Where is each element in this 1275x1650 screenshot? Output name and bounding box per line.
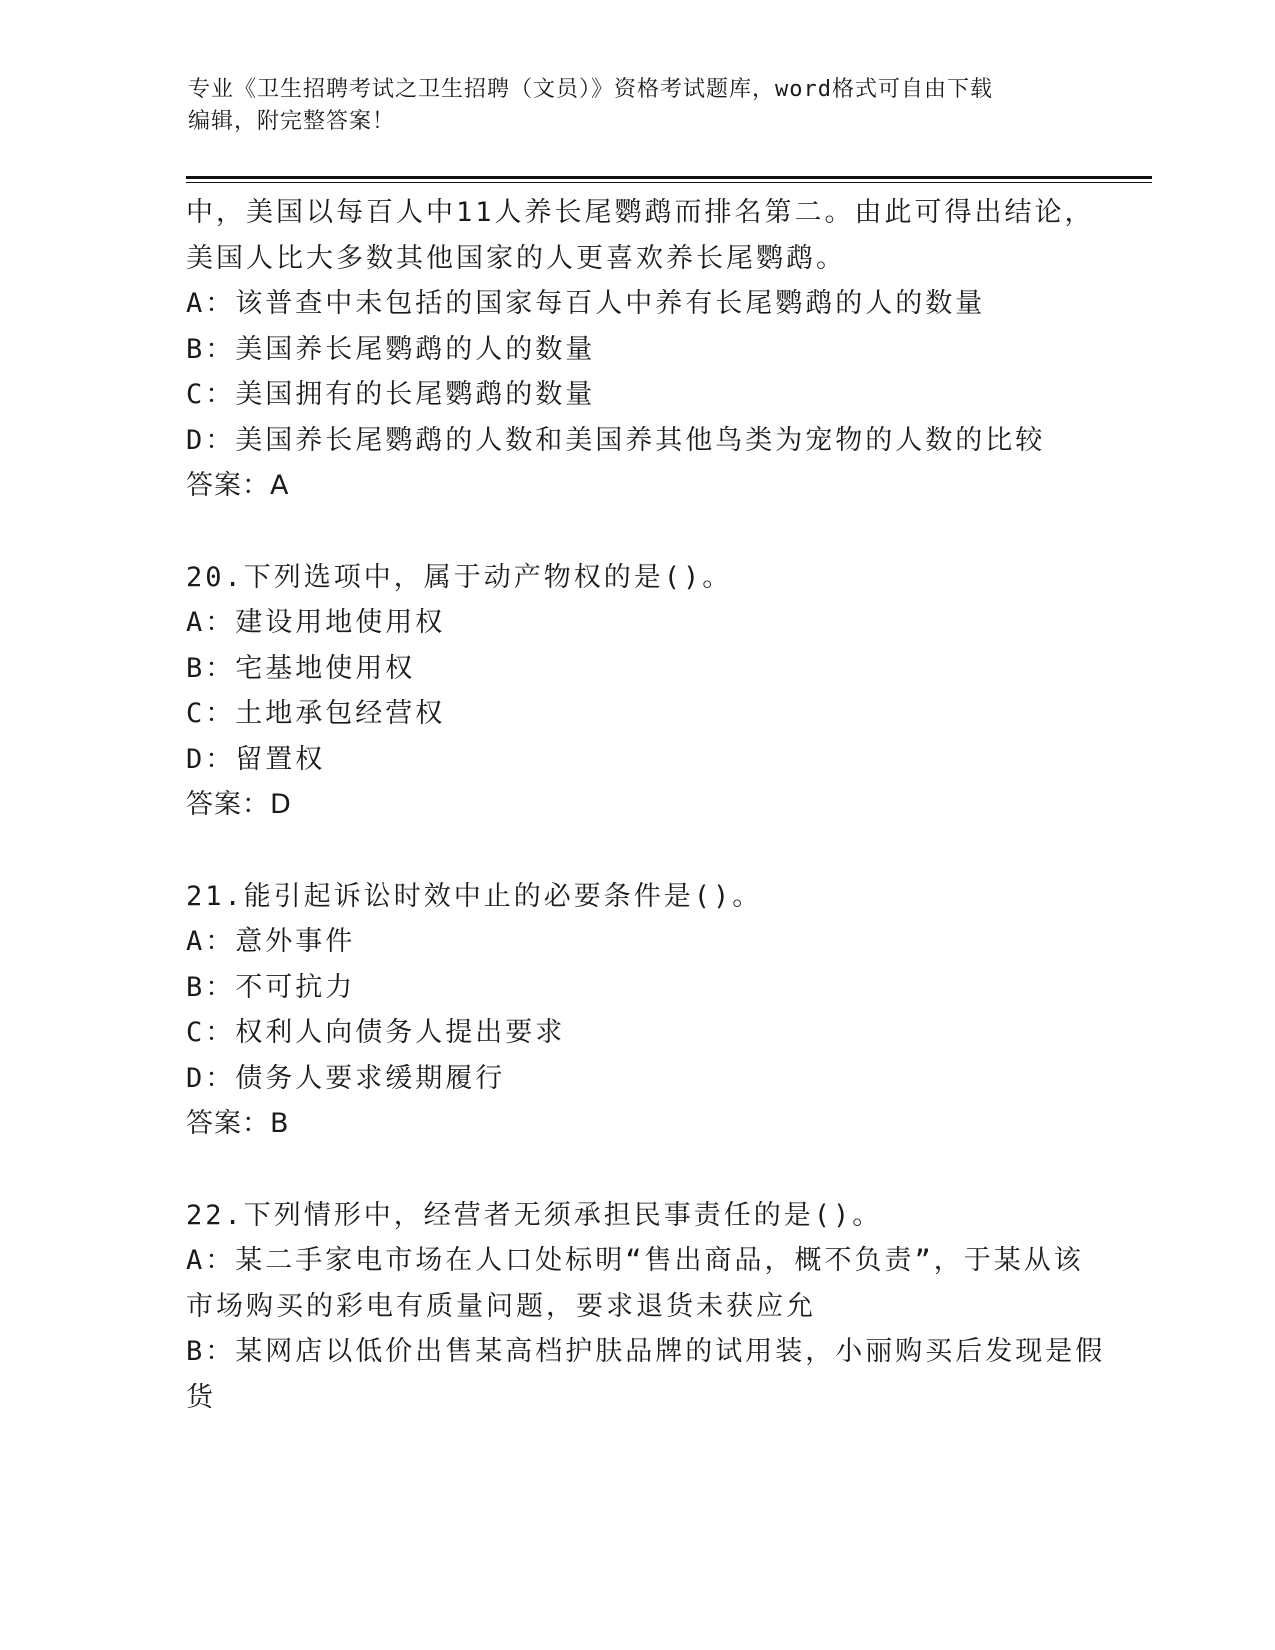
question-20 (186, 555, 1126, 828)
option-b: B：不可抗力 (186, 971, 356, 1003)
question-stem: 20.下列选项中，属于动产物权的是()。 (186, 561, 733, 593)
header-line-2: 编辑，附完整答案！ (188, 109, 396, 134)
question-stem: 21.能引起诉讼时效中止的必要条件是()。 (186, 880, 763, 912)
answer-text: 答案：B (186, 1108, 290, 1139)
answer-text: 答案：D (186, 789, 292, 820)
question-text-line: 美国人比大多数其他国家的人更喜欢养长尾鹦鹉。 (186, 242, 846, 274)
header-line-1: 专业《卫生招聘考试之卫生招聘（文员）》资格考试题库，word格式可自由下载 (188, 77, 993, 102)
header-rule-thin (186, 182, 1152, 183)
option-d: D：债务人要求缓期履行 (186, 1062, 506, 1094)
header-rule-thick (186, 176, 1152, 179)
option-b-continued: 货 (186, 1381, 216, 1413)
option-b: B：某网店以低价出售某高档护肤品牌的试用装，小丽购买后发现是假 (186, 1336, 1106, 1367)
option-a: A：意外事件 (186, 926, 356, 957)
question-21 (186, 874, 1126, 1147)
option-c: C：美国拥有的长尾鹦鹉的数量 (186, 379, 596, 410)
option-a: A：该普查中未包括的国家每百人中养有长尾鹦鹉的人的数量 (186, 288, 986, 319)
option-c: C：权利人向债务人提出要求 (186, 1017, 566, 1048)
question-fragment (186, 190, 1126, 509)
spacer (186, 828, 1126, 874)
question-22 (186, 1193, 1126, 1421)
option-d: D：美国养长尾鹦鹉的人数和美国养其他鸟类为宠物的人数的比较 (186, 424, 1046, 456)
question-stem: 22.下列情形中，经营者无须承担民事责任的是()。 (186, 1199, 883, 1231)
document-body (186, 190, 1126, 1420)
option-a: A：某二手家电市场在人口处标明“售出商品，概不负责”，于某从该 (186, 1245, 1084, 1276)
option-b: B：美国养长尾鹦鹉的人的数量 (186, 333, 596, 365)
option-d: D：留置权 (186, 743, 326, 775)
answer-text: 答案：A (186, 470, 290, 501)
spacer (186, 509, 1126, 555)
page-header (188, 74, 1088, 138)
option-a: A：建设用地使用权 (186, 607, 446, 638)
option-b: B：宅基地使用权 (186, 652, 416, 684)
question-text-line: 中，美国以每百人中11人养长尾鹦鹉而排名第二。由此可得出结论， (186, 197, 1095, 228)
spacer (186, 1147, 1126, 1193)
option-c: C：土地承包经营权 (186, 698, 446, 729)
option-a-continued: 市场购买的彩电有质量问题，要求退货未获应允 (186, 1290, 816, 1322)
